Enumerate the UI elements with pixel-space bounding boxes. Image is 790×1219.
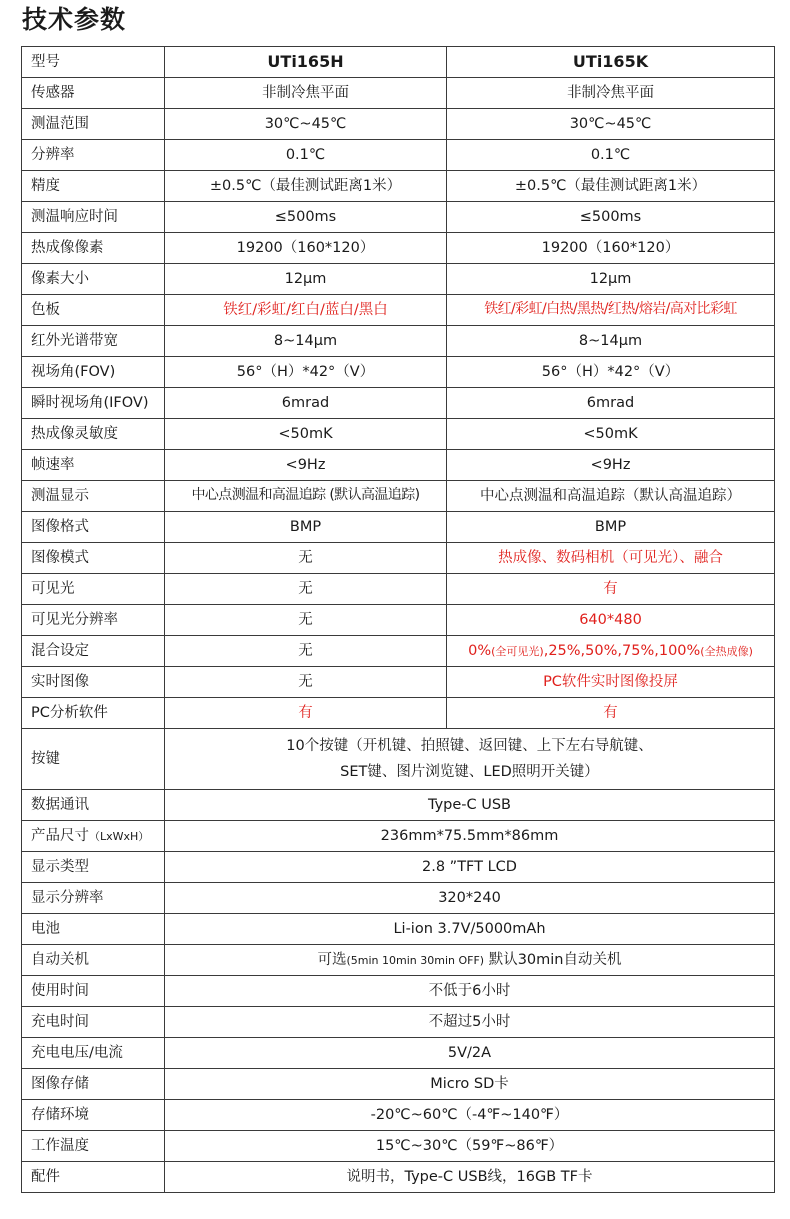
table-row bbox=[22, 1100, 775, 1131]
blend-part: 0% bbox=[468, 642, 492, 659]
table-row bbox=[22, 109, 775, 140]
row-label: 热成像像素 bbox=[22, 233, 165, 264]
value-part-note: (5min 10min 30min OFF) bbox=[346, 953, 485, 967]
k-image-mode-value: 热成像、数码相机（可见光）、融合 bbox=[447, 543, 775, 574]
h-value: ≤500ms bbox=[165, 202, 447, 233]
k-visible-resolution-value: 640*480 bbox=[447, 605, 775, 636]
spec-table bbox=[21, 46, 775, 1193]
h-value: 无 bbox=[165, 667, 447, 698]
row-label: 电池 bbox=[22, 914, 165, 945]
row-label: 红外光谱带宽 bbox=[22, 326, 165, 357]
table-row bbox=[22, 852, 775, 883]
row-label: PC分析软件 bbox=[22, 698, 165, 729]
row-label: 测温显示 bbox=[22, 481, 165, 512]
h-value: 30℃~45℃ bbox=[165, 109, 447, 140]
k-value: 12μm bbox=[447, 264, 775, 295]
row-label: 帧速率 bbox=[22, 450, 165, 481]
row-label: 精度 bbox=[22, 171, 165, 202]
row-label: 图像格式 bbox=[22, 512, 165, 543]
shared-value: 236mm*75.5mm*86mm bbox=[165, 821, 775, 852]
h-value: 无 bbox=[165, 636, 447, 667]
keys-line: SET键、图片浏览键、LED照明开关键） bbox=[340, 764, 599, 780]
row-label: 显示类型 bbox=[22, 852, 165, 883]
h-value: 无 bbox=[165, 574, 447, 605]
blend-part-note: (全可见光) bbox=[491, 644, 544, 658]
table-row bbox=[22, 264, 775, 295]
table-row bbox=[22, 450, 775, 481]
table-row bbox=[22, 698, 775, 729]
table-row bbox=[22, 78, 775, 109]
table-row bbox=[22, 419, 775, 450]
row-label: 测温范围 bbox=[22, 109, 165, 140]
table-row bbox=[22, 512, 775, 543]
k-palette-value: 铁红/彩虹/白热/黑热/红热/熔岩/高对比彩虹 bbox=[447, 295, 775, 326]
row-label: 显示分辨率 bbox=[22, 883, 165, 914]
row-label: 可见光分辨率 bbox=[22, 605, 165, 636]
h-value: 56°（H）*42°（V） bbox=[165, 357, 447, 388]
row-label: 实时图像 bbox=[22, 667, 165, 698]
row-label: 传感器 bbox=[22, 78, 165, 109]
h-value: <9Hz bbox=[165, 450, 447, 481]
k-value: 中心点测温和高温追踪（默认高温追踪） bbox=[447, 481, 775, 512]
keys-row bbox=[22, 729, 775, 790]
table-row bbox=[22, 1038, 775, 1069]
value-part: 可选 bbox=[317, 951, 347, 968]
blend-part-note: (全热成像) bbox=[700, 644, 753, 658]
h-value: 非制冷焦平面 bbox=[165, 78, 447, 109]
k-value: <50mK bbox=[447, 419, 775, 450]
h-value: 12μm bbox=[165, 264, 447, 295]
k-value: <9Hz bbox=[447, 450, 775, 481]
table-row bbox=[22, 140, 775, 171]
row-label: 工作温度 bbox=[22, 1131, 165, 1162]
h-value: 无 bbox=[165, 605, 447, 636]
table-row bbox=[22, 233, 775, 264]
h-value: 中心点测温和高温追踪 (默认高温追踪) bbox=[165, 481, 447, 512]
table-row bbox=[22, 543, 775, 574]
row-label: 存储环境 bbox=[22, 1100, 165, 1131]
k-value: ±0.5℃（最佳测试距离1米） bbox=[447, 171, 775, 202]
table-row bbox=[22, 945, 775, 976]
row-label: 混合设定 bbox=[22, 636, 165, 667]
table-row bbox=[22, 790, 775, 821]
model-h-header: UTi165H bbox=[165, 47, 447, 78]
table-row bbox=[22, 357, 775, 388]
row-label: 像素大小 bbox=[22, 264, 165, 295]
header-label: 型号 bbox=[22, 47, 165, 78]
header-row bbox=[22, 47, 775, 78]
h-pc-software-value: 有 bbox=[165, 698, 447, 729]
table-row bbox=[22, 976, 775, 1007]
k-value: 非制冷焦平面 bbox=[447, 78, 775, 109]
h-value: 无 bbox=[165, 543, 447, 574]
k-value: 8~14μm bbox=[447, 326, 775, 357]
table-row bbox=[22, 914, 775, 945]
table-row bbox=[22, 171, 775, 202]
table-row bbox=[22, 1162, 775, 1193]
h-value: BMP bbox=[165, 512, 447, 543]
row-label: 色板 bbox=[22, 295, 165, 326]
row-label: 图像模式 bbox=[22, 543, 165, 574]
value-part: 默认30min自动关机 bbox=[484, 951, 622, 968]
shared-value bbox=[165, 945, 775, 976]
h-value: 19200（160*120） bbox=[165, 233, 447, 264]
table-row bbox=[22, 326, 775, 357]
shared-value: 不低于6小时 bbox=[165, 976, 775, 1007]
shared-value: 15℃~30℃（59℉~86℉） bbox=[165, 1131, 775, 1162]
shared-value: 2.8 ”TFT LCD bbox=[165, 852, 775, 883]
row-label: 视场角(FOV) bbox=[22, 357, 165, 388]
k-value: ≤500ms bbox=[447, 202, 775, 233]
row-label: 数据通讯 bbox=[22, 790, 165, 821]
h-value: 0.1℃ bbox=[165, 140, 447, 171]
shared-value: Micro SD卡 bbox=[165, 1069, 775, 1100]
k-value: 56°（H）*42°（V） bbox=[447, 357, 775, 388]
keys-line: 10个按键（开机键、拍照键、返回键、上下左右导航键、 bbox=[286, 738, 653, 754]
row-label-text: 产品尺寸 bbox=[31, 827, 89, 844]
table-row bbox=[22, 667, 775, 698]
row-label: 使用时间 bbox=[22, 976, 165, 1007]
row-label: 按键 bbox=[22, 729, 165, 790]
h-value: 8~14μm bbox=[165, 326, 447, 357]
k-pc-software-value: 有 bbox=[447, 698, 775, 729]
table-row bbox=[22, 1131, 775, 1162]
k-realtime-value: PC软件实时图像投屏 bbox=[447, 667, 775, 698]
table-row bbox=[22, 883, 775, 914]
shared-value: Li-ion 3.7V/5000mAh bbox=[165, 914, 775, 945]
shared-value: 不超过5小时 bbox=[165, 1007, 775, 1038]
shared-value: 320*240 bbox=[165, 883, 775, 914]
row-label: 可见光 bbox=[22, 574, 165, 605]
k-blend-setting-value bbox=[447, 636, 775, 667]
shared-value: -20℃~60℃（-4℉~140℉） bbox=[165, 1100, 775, 1131]
shared-value: 说明书，Type-C USB线，16GB TF卡 bbox=[165, 1162, 775, 1193]
table-row bbox=[22, 295, 775, 326]
h-palette-value: 铁红/彩虹/红白/蓝白/黑白 bbox=[165, 295, 447, 326]
h-value: ±0.5℃（最佳测试距离1米） bbox=[165, 171, 447, 202]
row-label: 充电电压/电流 bbox=[22, 1038, 165, 1069]
row-label: 自动关机 bbox=[22, 945, 165, 976]
shared-value: Type-C USB bbox=[165, 790, 775, 821]
table-row bbox=[22, 821, 775, 852]
table-row bbox=[22, 388, 775, 419]
table-row bbox=[22, 605, 775, 636]
table-row bbox=[22, 1069, 775, 1100]
table-row bbox=[22, 574, 775, 605]
row-label: 瞬时视场角(IFOV) bbox=[22, 388, 165, 419]
row-label: 充电时间 bbox=[22, 1007, 165, 1038]
table-row bbox=[22, 481, 775, 512]
blend-part: ,25%,50%,75%,100% bbox=[543, 642, 701, 659]
h-value: 6mrad bbox=[165, 388, 447, 419]
k-visible-light-value: 有 bbox=[447, 574, 775, 605]
row-label: 配件 bbox=[22, 1162, 165, 1193]
k-value: 30℃~45℃ bbox=[447, 109, 775, 140]
k-value: BMP bbox=[447, 512, 775, 543]
k-value: 19200（160*120） bbox=[447, 233, 775, 264]
row-label: 分辨率 bbox=[22, 140, 165, 171]
keys-value bbox=[165, 729, 775, 790]
table-row bbox=[22, 202, 775, 233]
k-value: 6mrad bbox=[447, 388, 775, 419]
page-title: 技术参数 bbox=[22, 5, 127, 34]
row-label: 图像存储 bbox=[22, 1069, 165, 1100]
row-label bbox=[22, 821, 165, 852]
k-value: 0.1℃ bbox=[447, 140, 775, 171]
row-label: 测温响应时间 bbox=[22, 202, 165, 233]
h-value: <50mK bbox=[165, 419, 447, 450]
table-row bbox=[22, 636, 775, 667]
shared-value: 5V/2A bbox=[165, 1038, 775, 1069]
row-label-note: （LxWxH） bbox=[89, 829, 150, 843]
table-row bbox=[22, 1007, 775, 1038]
row-label: 热成像灵敏度 bbox=[22, 419, 165, 450]
model-k-header: UTi165K bbox=[447, 47, 775, 78]
